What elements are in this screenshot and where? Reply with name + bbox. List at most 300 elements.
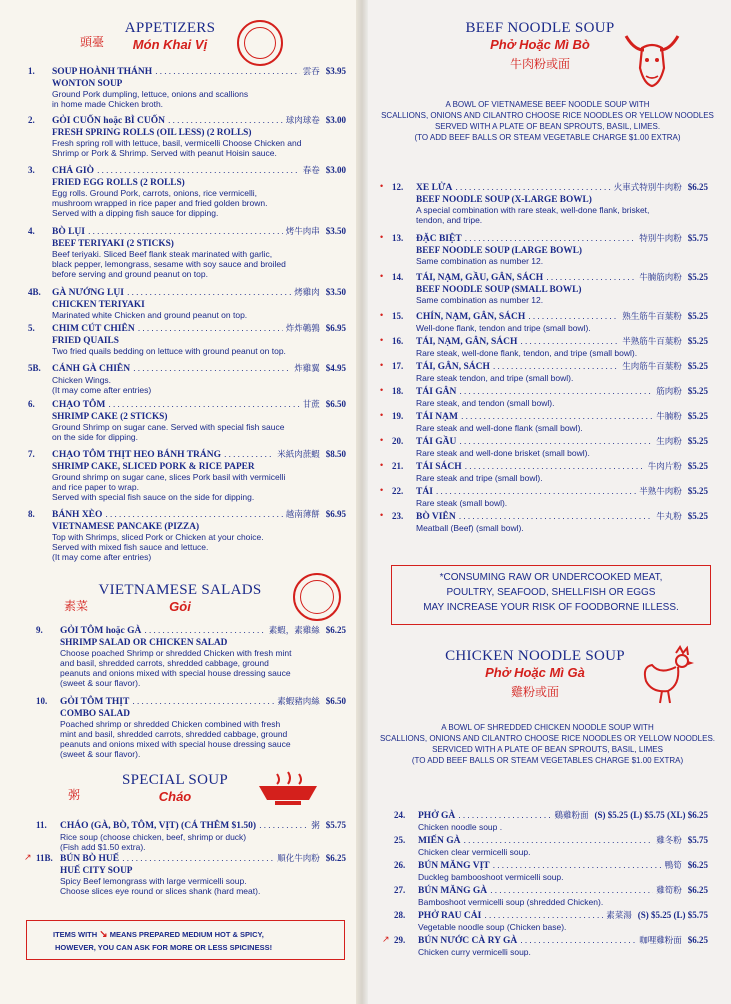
item-number: 4.: [28, 226, 35, 236]
item-chinese-name: 特別牛肉粉: [639, 233, 682, 243]
menu-item-row: [392, 386, 708, 398]
dot-leader: [455, 182, 610, 193]
item-price: $5.25: [687, 386, 708, 396]
item-chinese-name: 炸炸鵪鶉: [285, 323, 320, 333]
menu-item: [392, 411, 708, 433]
menu-item: [28, 509, 346, 562]
item-number: 12.: [392, 182, 404, 192]
beef-cn: 牛肉粉或面: [509, 57, 570, 71]
item-number: 14.: [392, 272, 404, 282]
menu-item: [28, 449, 346, 502]
item-description: peanuts and onions mixed with special house dressing sauce: [60, 668, 291, 678]
menu-item: [394, 860, 708, 882]
item-number: 2.: [28, 115, 35, 125]
item-description: A special combination with rare steak, well-done flank, brisket,: [416, 205, 650, 215]
section-description-line: SCALLIONS, ONIONS AND CILANTRO CHOOSE RICE NOODLES OR YELLOW NOODLES: [381, 111, 714, 120]
item-number: 5.: [28, 323, 35, 333]
item-english-name: BEEF TERIYAKI (2 STICKS): [52, 238, 174, 249]
item-price: $5.75: [325, 820, 346, 830]
menu-item-row: [394, 860, 708, 872]
dot-leader: [528, 311, 619, 322]
notice-text-2: MEANS PREPARED MEDIUM HOT & SPICY,: [109, 930, 264, 939]
item-price: $6.50: [325, 399, 346, 409]
item-description: Same combination as number 12.: [416, 295, 544, 305]
item-chinese-name: 甘蔗: [302, 399, 320, 409]
item-number: 19.: [392, 411, 404, 421]
item-description: Same combination as number 12.: [416, 256, 544, 266]
item-number: 16.: [392, 336, 404, 346]
soup-subtitle: Cháo: [158, 789, 192, 804]
menu-item: [28, 226, 346, 279]
item-description: (It may come after entries): [52, 552, 152, 562]
item-english-name: BEEF NOODLE SOUP (X-LARGE BOWL): [416, 194, 592, 205]
soup-bowl-icon: [255, 770, 321, 808]
menu-item: [28, 115, 346, 158]
menu-item: [394, 885, 708, 907]
item-name: ĐẶC BIỆT: [416, 234, 462, 244]
item-price: $3.00: [325, 165, 346, 175]
item-number: 10.: [36, 696, 48, 706]
item-name: TÁI, NẠM, GẦU, GÂN, SÁCH: [416, 273, 544, 283]
dot-leader: [464, 835, 654, 846]
item-description: Fresh spring roll with lettuce, basil, vermicelli Choose Chicken and: [52, 138, 302, 148]
item-description: peanuts and onions mixed with special house dressing sauce: [60, 739, 291, 749]
item-price: $6.95: [325, 323, 346, 333]
item-number: 18.: [392, 386, 404, 396]
item-price: $5.25: [687, 461, 708, 471]
menu-item: [28, 287, 346, 320]
menu-item-row: [36, 696, 346, 708]
item-number: 25.: [394, 835, 406, 845]
menu-item-row: [394, 910, 708, 922]
salads-subtitle: Gỏi: [169, 599, 191, 614]
section-description-line: A BOWL OF SHREDDED CHICKEN NOODLE SOUP WITH: [441, 723, 654, 732]
bullet-icon: •: [380, 271, 384, 281]
item-description: Choose slices eye round or slices shank (hard meat).: [60, 886, 261, 896]
menu-item: [36, 625, 346, 688]
bullet-icon: •: [380, 510, 384, 520]
menu-item-row: [28, 287, 346, 299]
dot-leader: [465, 461, 645, 472]
item-price: $5.25: [687, 411, 708, 421]
item-price: $6.25: [325, 853, 346, 863]
salads-emblem-icon: [293, 573, 341, 621]
item-number: 28.: [394, 910, 406, 920]
item-name: TÁI NẠM: [416, 412, 458, 422]
item-chinese-name: 烤雞肉: [294, 287, 320, 297]
page-gutter: [356, 0, 368, 1004]
item-english-name: BEEF NOODLE SOUP (LARGE BOWL): [416, 245, 582, 256]
item-description: (sweet & sour flavor).: [60, 749, 141, 759]
warning-line-3: MAY INCREASE YOUR RISK OF FOODBORNE ILLESS.: [423, 602, 679, 613]
spicy-notice: [26, 920, 345, 960]
item-description: Rice soup (choose chicken, beef, shrimp or duck): [60, 831, 247, 842]
item-price: $5.25: [687, 361, 708, 371]
item-number: 13.: [392, 233, 404, 243]
menu-item: [392, 336, 708, 358]
bullet-icon: •: [380, 410, 384, 420]
item-chinese-name: 筋肉粉: [656, 386, 682, 396]
bullet-icon: •: [380, 485, 384, 495]
item-price: $5.25: [687, 436, 708, 446]
item-name: CHIM CÚT CHIÊN: [52, 324, 135, 334]
dot-leader: [88, 226, 283, 237]
dot-leader: [122, 853, 274, 864]
item-price: (S) $5.25 (L) $5.75 (XL) $6.25: [594, 810, 708, 820]
item-chinese-name: 鷄雞粉面: [554, 810, 589, 820]
dot-leader: [459, 511, 654, 522]
menu-item-row: [392, 511, 708, 523]
item-description: Chicken noodle soup .: [418, 821, 503, 832]
notice-text-1: ITEMS WITH: [53, 930, 98, 939]
chili-icon: ↘: [99, 929, 108, 940]
dot-leader: [259, 820, 308, 831]
item-price: $5.25: [687, 272, 708, 282]
dot-leader: [520, 935, 636, 946]
rooster-icon: [638, 645, 696, 707]
menu-item-row: [28, 363, 346, 375]
item-description: Rare steak, and tendon (small bowl).: [416, 397, 555, 408]
dot-leader: [132, 696, 274, 707]
item-name: BÒ LỤI: [52, 227, 85, 237]
dot-leader: [144, 625, 265, 636]
menu-item: [392, 461, 708, 483]
item-description: in home made Chicken broth.: [52, 99, 164, 109]
item-chinese-name: 球肉球卷: [285, 115, 320, 125]
dot-leader: [461, 411, 653, 422]
menu-item-row: [36, 820, 346, 832]
menu-item: [392, 436, 708, 458]
item-number: 17.: [392, 361, 404, 371]
dot-leader: [484, 910, 603, 921]
menu-item: [392, 386, 708, 408]
item-description: Well-done flank, tendon and tripe (small bowl).: [416, 322, 591, 333]
bull-head-icon: [620, 26, 684, 90]
item-chinese-name: 牛肉片粉: [647, 461, 682, 471]
item-english-name: SHRIMP CAKE (2 STICKS): [52, 411, 168, 422]
item-price: $6.25: [325, 625, 346, 635]
item-description: Shrimp or Pork & Shrimp. Served with peanut Hoisin sauce.: [52, 148, 277, 158]
dot-leader: [490, 885, 653, 896]
item-name: BÚN BÒ HUẾ: [60, 854, 120, 864]
item-english-name: FRESH SPRING ROLLS (OIL LESS) (2 ROLLS): [52, 127, 252, 138]
item-number: 4B.: [28, 287, 41, 297]
item-price: $5.25: [687, 336, 708, 346]
item-number: 15.: [392, 311, 404, 321]
item-chinese-name: 牛腩筋肉粉: [639, 272, 682, 282]
item-chinese-name: 素蝦豬肉絲: [277, 696, 320, 706]
bullet-icon: •: [380, 335, 384, 345]
item-chinese-name: 熟生筋牛百葉粉: [622, 311, 682, 321]
appetizers-cn: 頭臺: [80, 35, 105, 49]
item-chinese-name: 米紙肉蔗蝦: [277, 449, 320, 459]
item-description: Two fried quails bedding on lettuce with ground peanut on top.: [52, 346, 286, 356]
item-number: 22.: [392, 486, 404, 496]
item-description: Served with a dipping fish sauce for dipping.: [52, 208, 219, 218]
item-name: CHẢ GIÒ: [52, 166, 94, 176]
item-name: TÁI GẦU: [416, 437, 457, 447]
notice-text-3: HOWEVER, YOU CAN ASK FOR MORE OR LESS SPICINESS!: [55, 943, 273, 952]
dot-leader: [168, 115, 283, 126]
item-description: before serving and ground peanut on top.: [52, 269, 208, 279]
item-name: TÁI, GÂN, SÁCH: [416, 362, 490, 372]
item-name: BÚN MĂNG GÀ: [418, 886, 488, 896]
item-name: SOUP HOÀNH THÁNH: [52, 67, 153, 77]
bullet-icon: •: [380, 385, 384, 395]
menu-item: [28, 165, 346, 218]
menu-item-row: [392, 436, 708, 448]
menu-item: [394, 835, 708, 857]
dot-leader: [493, 361, 619, 372]
menu-item: [392, 511, 708, 533]
menu-item-row: [392, 336, 708, 348]
item-chinese-name: 生肉粉: [656, 436, 682, 446]
item-description: Chicken clear vermicelli soup.: [418, 846, 531, 857]
item-description: Served with mixed fish sauce and lettuce.: [52, 542, 209, 552]
item-description: Rare steak tendon, and tripe (small bowl).: [416, 372, 574, 383]
soup-cn: 粥: [68, 788, 81, 802]
menu-item-row: [392, 361, 708, 373]
item-chinese-name: 半熟牛肉粉: [639, 486, 682, 496]
item-chinese-name: 生肉筋牛百葉粉: [622, 361, 682, 371]
item-price: $5.75: [687, 233, 708, 243]
item-price: $3.00: [325, 115, 346, 125]
menu-item: [28, 323, 346, 356]
bullet-icon: •: [380, 232, 384, 242]
chicken-header: [440, 648, 630, 700]
item-chinese-name: 牛腩粉: [656, 411, 682, 421]
item-english-name: HUẾ CITY SOUP: [60, 865, 133, 876]
item-name: CHÁO (GÀ, BÒ, TÔM, VỊT) (CÁ THÊM $1.50): [60, 821, 257, 831]
menu-item: [28, 66, 346, 109]
item-description: black pepper, lemongrass, sesame with soy sauce and broiled: [52, 259, 286, 269]
item-description: Rare steak and tripe (small bowl).: [416, 472, 543, 483]
chicken-subtitle: Phở Hoặc Mì Gà: [485, 665, 585, 680]
item-description: Ground shrimp on sugar cane, slices Pork basil with vermicelli: [52, 472, 286, 482]
dot-leader: [546, 272, 636, 283]
item-number: 26.: [394, 860, 406, 870]
dot-leader: [465, 233, 637, 244]
menu-item-row: [28, 323, 346, 335]
item-description: Chicken Wings.: [52, 374, 112, 385]
dot-leader: [105, 509, 282, 520]
dot-leader: [108, 399, 299, 410]
menu-item-row: [28, 66, 346, 78]
menu-item: [36, 853, 346, 896]
item-english-name: SHRIMP SALAD OR CHICKEN SALAD: [60, 637, 228, 648]
item-number: 8.: [28, 509, 35, 519]
menu-item-row: [28, 226, 346, 238]
item-price: $8.50: [325, 449, 346, 459]
item-chinese-name: 炸雞翼: [294, 363, 320, 373]
item-name: GỎI TÔM THỊT: [60, 697, 130, 707]
menu-item-row: [392, 411, 708, 423]
item-price: $3.50: [325, 287, 346, 297]
item-description: mint and basil, shredded carrots, shredded cabbage, ground: [60, 729, 288, 739]
item-chinese-name: 半熟筋牛百葉粉: [622, 336, 682, 346]
dot-leader: [133, 363, 291, 374]
dot-leader: [127, 287, 291, 298]
item-price: $6.95: [325, 509, 346, 519]
item-name: PHỞ GÀ: [418, 811, 456, 821]
item-description: Rare steak and well-done brisket (small bowl).: [416, 447, 590, 458]
item-name: CÁNH GÀ CHIÊN: [52, 364, 131, 374]
warning-line-1: *CONSUMING RAW OR UNDERCOOKED MEAT,: [439, 572, 663, 583]
dot-leader: [459, 386, 653, 397]
item-price: $4.95: [325, 363, 346, 373]
item-english-name: FRIED QUAILS: [52, 335, 119, 346]
bullet-icon: •: [380, 181, 384, 191]
item-chinese-name: 雲吞: [302, 66, 320, 76]
menu-item-row: [392, 272, 708, 284]
item-description: on the side for dipping.: [52, 432, 139, 442]
item-price: $6.25: [687, 860, 708, 870]
item-name: TÁI SÁCH: [416, 462, 462, 472]
menu-item-row: [392, 233, 708, 245]
warning-line-2: POULTRY, SEAFOOD, SHELLFISH OR EGGS: [446, 587, 656, 598]
item-number: 9.: [36, 625, 43, 635]
item-number: 27.: [394, 885, 406, 895]
item-name: GỎI TÔM hoặc GÀ: [60, 626, 142, 636]
menu-item-row: [392, 486, 708, 498]
menu-item-row: [36, 853, 346, 865]
chicken-cn: 雞粉或面: [510, 685, 559, 699]
menu-item: [392, 361, 708, 383]
item-description: (It may come after entries): [52, 384, 152, 395]
item-price: $5.75: [687, 835, 708, 845]
item-chinese-name: 越南薄餅: [285, 509, 320, 519]
section-description-line: (TO ADD BEEF BALLS OR STEAM VEGETABLES CHARGE $1.00 EXTRA): [411, 756, 684, 765]
item-description: Marinated white Chicken and ground peanut on top.: [52, 310, 248, 320]
item-chinese-name: 順化牛肉粉: [277, 853, 320, 863]
dot-leader: [458, 810, 551, 821]
item-description: Ground Shrimp on sugar cane. Served with special fish sauce: [52, 422, 285, 432]
item-description: Ground Pork dumpling, lettuce, onions and scallions: [52, 89, 249, 99]
item-english-name: COMBO SALAD: [60, 708, 130, 719]
item-chinese-name: 素菜湯: [606, 910, 632, 920]
item-name: GÀ NƯỚNG LỤI: [52, 288, 124, 298]
item-number: 11B.: [36, 853, 53, 863]
item-chinese-name: 雞冬粉: [656, 835, 682, 845]
item-description: Served with special fish sauce on the side for dipping.: [52, 492, 255, 502]
chili-icon: ↗: [24, 852, 32, 862]
item-description: Poached shrimp or shredded Chicken combined with fresh: [60, 719, 281, 729]
dot-leader: [520, 336, 619, 347]
item-chinese-name: 火車式特別牛肉粉: [613, 182, 682, 192]
item-name: CHÍN, NẠM, GÂN, SÁCH: [416, 312, 526, 322]
menu-item: [392, 486, 708, 508]
item-english-name: SHRIMP CAKE, SLICED PORK & RICE PAPER: [52, 461, 255, 472]
dot-leader: [436, 486, 636, 497]
section-description-line: SERVICED WITH A PLATE OF BEAN SPROUTS, BASIL, LIMES: [432, 745, 663, 754]
item-price: $6.25: [687, 885, 708, 895]
item-price: $6.25: [687, 182, 708, 192]
item-price: $6.50: [325, 696, 346, 706]
dot-leader: [97, 165, 300, 176]
item-name: CHẠO TÔM: [52, 400, 106, 410]
appetizers-title: APPETIZERS: [124, 20, 216, 36]
item-chinese-name: 素蝦，素雞絲: [268, 625, 320, 635]
menu-item-row: [28, 165, 346, 177]
item-number: 24.: [394, 810, 406, 820]
menu-item-row: [28, 399, 346, 411]
menu-item: [392, 272, 708, 305]
item-description: Vegetable noodle soup (Chicken base).: [418, 921, 567, 932]
item-number: 6.: [28, 399, 35, 409]
appetizers-subtitle: Món Khai Vị: [132, 37, 208, 52]
menu-item: [394, 910, 708, 932]
item-english-name: VIETNAMESE PANCAKE (PIZZA): [52, 521, 200, 532]
item-number: 29.: [394, 935, 406, 945]
bullet-icon: •: [380, 310, 384, 320]
item-price: $5.25: [687, 511, 708, 521]
menu-item: [28, 399, 346, 442]
menu-item-row: [36, 625, 346, 637]
chili-icon: ↗: [382, 934, 390, 944]
item-name: BÚN NƯỚC CÀ RY GÀ: [418, 936, 518, 946]
menu-item: [392, 311, 708, 333]
foodborne-warning: [391, 565, 711, 625]
appetizers-emblem-icon: [237, 20, 283, 66]
dot-leader: [224, 449, 274, 460]
menu-item-row: [392, 461, 708, 473]
beef-header: [455, 20, 625, 72]
section-description-line: SERVED WITH A PLATE OF BEAN SPROUTS, BASIL, LIMES.: [434, 122, 661, 131]
item-name: CHẠO TÔM THỊT HEO BÁNH TRÁNG: [52, 450, 222, 460]
bullet-icon: •: [380, 435, 384, 445]
item-description: (sweet & sour flavor).: [60, 678, 141, 688]
soup-header: [110, 772, 240, 804]
item-number: 23.: [392, 511, 404, 521]
salads-title: VIETNAMESE SALADS: [98, 582, 262, 598]
soup-title: SPECIAL SOUP: [122, 772, 228, 788]
item-number: 1.: [28, 66, 35, 76]
item-chinese-name: 鴨筍: [664, 860, 682, 870]
item-chinese-name: 粥: [311, 820, 320, 830]
item-name: PHỞ RAU CẢI: [418, 911, 482, 921]
menu-item: [392, 182, 708, 225]
menu-item-row: [28, 509, 346, 521]
item-description: tendon, and tripe.: [416, 215, 483, 225]
item-description: Rare steak (small bowl).: [416, 497, 508, 508]
menu-item: [394, 810, 708, 832]
chicken-title: CHICKEN NOODLE SOUP: [445, 648, 625, 664]
dot-leader: [459, 436, 653, 447]
item-number: 7.: [28, 449, 35, 459]
menu-item-row: [394, 835, 708, 847]
item-description: (Fish add $1.50 extra).: [60, 841, 146, 852]
item-description: Meatball (Beef) (small bowl).: [416, 522, 524, 533]
menu-item-row: [394, 810, 708, 822]
section-description-line: A BOWL OF VIETNAMESE BEEF NOODLE SOUP WITH: [445, 100, 650, 109]
item-description: mushroom wrapped in rice paper and fried golden brown.: [52, 198, 268, 208]
dot-leader: [155, 66, 300, 77]
item-english-name: WONTON SOUP: [52, 78, 123, 89]
item-price: $3.50: [325, 226, 346, 236]
item-price: $5.25: [687, 486, 708, 496]
item-description: Beef teriyaki. Sliced Beef flank steak marinated with garlic,: [52, 249, 273, 259]
menu-item-row: [394, 885, 708, 897]
menu-item-row: [392, 182, 708, 194]
section-description-line: SCALLIONS, ONIONS AND CILANTRO CHOOSE RICE NOODLES OR YELLOW NOODLES.: [379, 734, 716, 743]
item-description: Spicy Beef lemongrass with large vermicelli soup.: [60, 876, 247, 886]
item-name: BÒ VIÊN: [416, 512, 456, 522]
item-english-name: CHICKEN TERIYAKI: [52, 299, 145, 310]
menu-item: [394, 935, 708, 957]
item-number: 11.: [36, 820, 47, 830]
item-number: 5B.: [28, 363, 41, 373]
salads-header: [90, 582, 270, 614]
